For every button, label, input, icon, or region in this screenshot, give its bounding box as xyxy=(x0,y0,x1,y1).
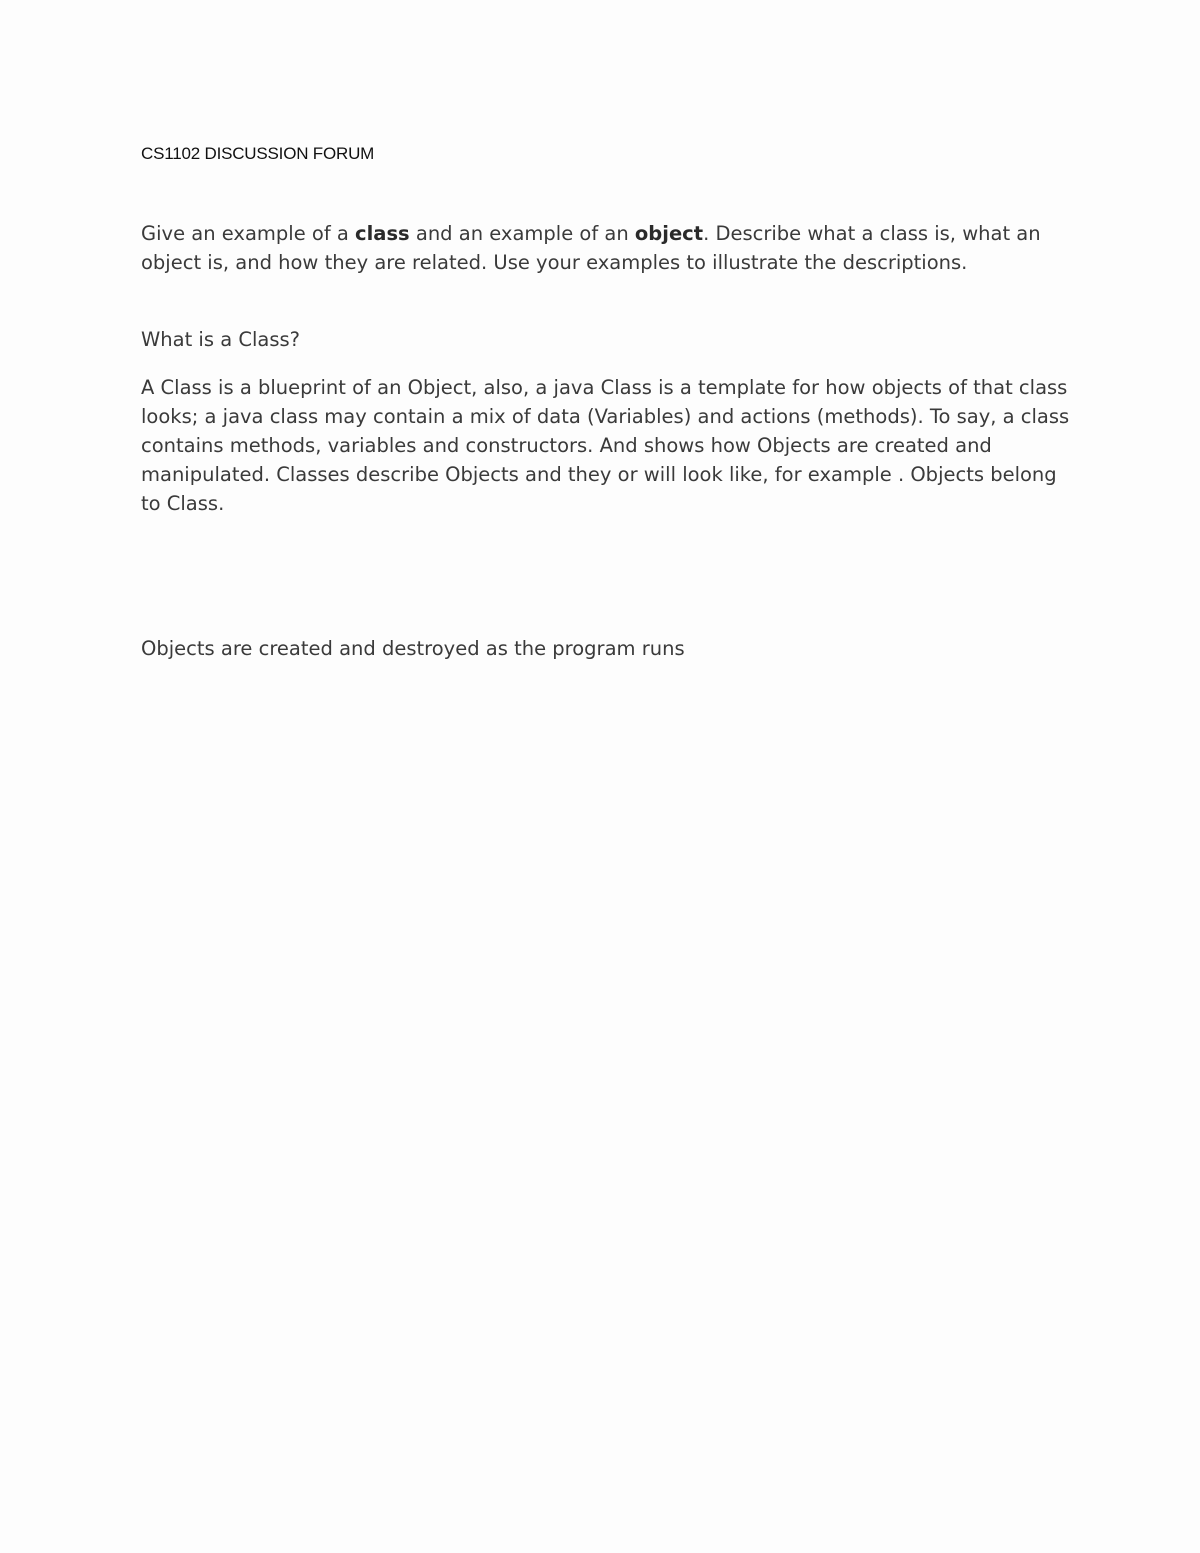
question-text-3: . Describe what a class is, what an object is, and how they are related. Use your examples to illustrate the descriptions. xyxy=(141,222,1041,274)
question-keyword-class: class xyxy=(355,222,410,245)
section-heading: What is a Class? xyxy=(141,328,301,351)
answer-paragraph: A Class is a blueprint of an Object, also, a java Class is a template for how objects of that class looks; a java class may contain a mix of data (Variables) and actions (methods). To say, a class contains methods, variables and constructors. And shows how Objects are created and manipulated. Classes describe Objects and they or will look like, for example . Objects belong to Class. xyxy=(141,376,1070,515)
question-paragraph xyxy=(141,219,1071,277)
question-keyword-object: object xyxy=(634,222,704,245)
document-title: CS1102 DISCUSSION FORUM xyxy=(141,144,375,163)
closing-line: Objects are created and destroyed as the program runs xyxy=(141,637,685,660)
question-text-1: Give an example of a xyxy=(141,222,356,245)
question-text-2: and an example of an xyxy=(409,222,635,245)
